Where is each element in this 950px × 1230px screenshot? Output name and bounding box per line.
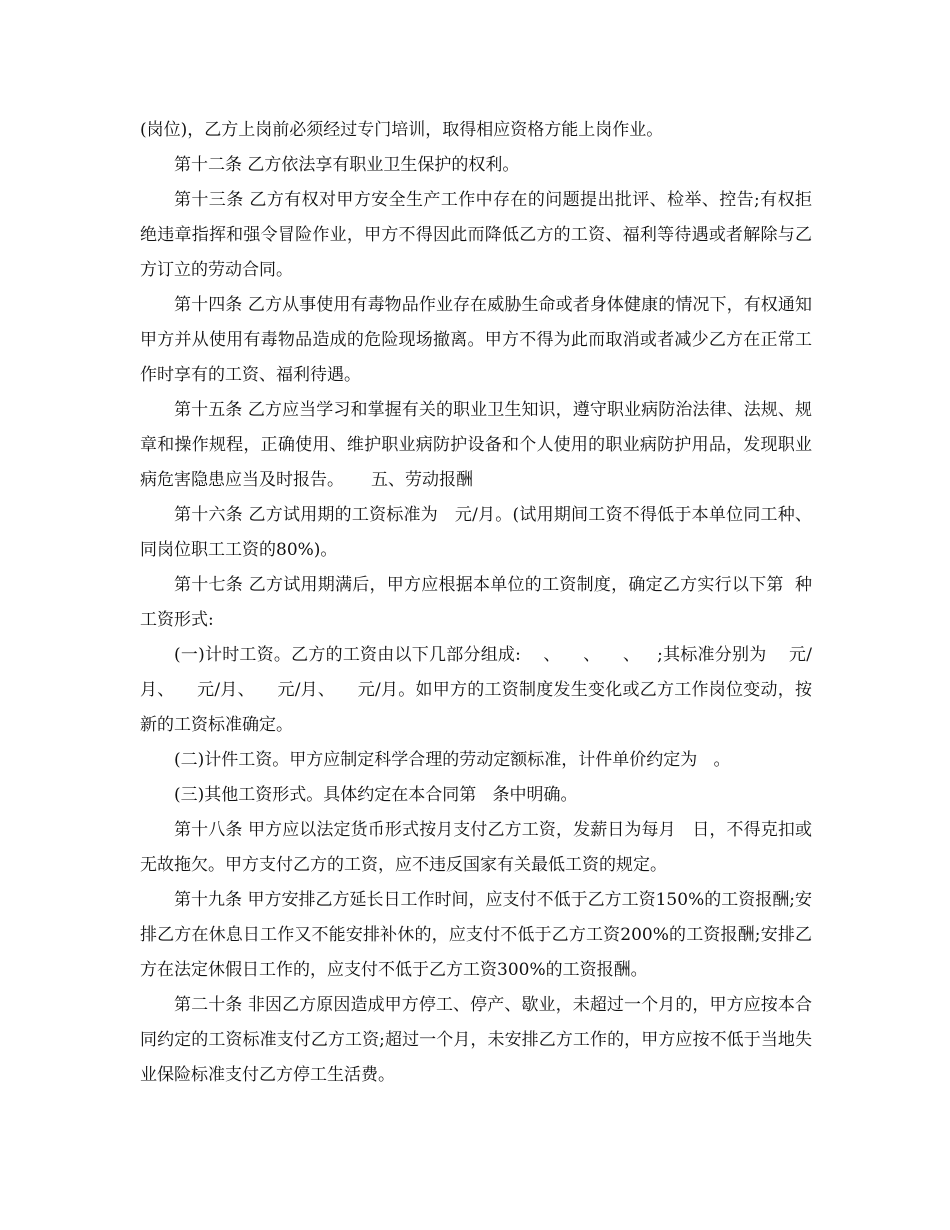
article-15: 第十五条 乙方应当学习和掌握有关的职业卫生知识，遵守职业病防治法律、法规、规章和操作规程，正确使用、维护职业病防护设备和个人使用的职业病防护用品，发现职业病危害隐患应当及时报告。 五、劳动报酬 <box>140 400 812 490</box>
article-13: 第十三条 乙方有权对甲方安全生产工作中存在的问题提出批评、检举、控告;有权拒绝违章指挥和强令冒险作业，甲方不得因此而降低乙方的工资、福利等待遇或者解除与乙方订立的劳动合同。 <box>140 190 812 280</box>
wage-form-piece: (二)计件工资。甲方应制定科学合理的劳动定额标准，计件单价约定为 。 <box>174 750 731 770</box>
article-12: 第十二条 乙方依法享有职业卫生保护的权利。 <box>174 155 520 175</box>
article-20: 第二十条 非因乙方原因造成甲方停工、停产、歇业，未超过一个月的，甲方应按本合同约定的工资标准支付乙方工资;超过一个月，未安排乙方工作的，甲方应按不低于当地失业保险标准支付乙方停工生活费。 <box>140 995 812 1085</box>
wage-form-time: (一)计时工资。乙方的工资由以下几部分组成: 、 、 、 ;其标准分别为 元/月、 元/月、 元/月、 元/月。如甲方的工资制度发生变化或乙方工作岗位变动，按新的工资标准确定。 <box>140 645 812 735</box>
wage-form-other: (三)其他工资形式。具体约定在本合同第 条中明确。 <box>174 785 578 805</box>
article-14: 第十四条 乙方从事使用有毒物品作业存在威胁生命或者身体健康的情况下，有权通知甲方并从使用有毒物品造成的危险现场撤离。甲方不得为此而取消或者减少乙方在正常工作时享有的工资、福利待遇。 <box>140 295 812 385</box>
article-17: 第十七条 乙方试用期满后，甲方应根据本单位的工资制度，确定乙方实行以下第 种工资形式: <box>140 575 812 630</box>
article-16: 第十六条 乙方试用期的工资标准为 元/月。(试用期间工资不得低于本单位同工种、同岗位职工工资的80%)。 <box>140 505 812 560</box>
document-page <box>140 113 812 1093</box>
paragraph-continuation: (岗位)，乙方上岗前必须经过专门培训，取得相应资格方能上岗作业。 <box>140 120 664 140</box>
article-18: 第十八条 甲方应以法定货币形式按月支付乙方工资，发薪日为每月 日，不得克扣或无故拖欠。甲方支付乙方的工资，应不违反国家有关最低工资的规定。 <box>140 820 812 875</box>
article-19: 第十九条 甲方安排乙方延长日工作时间，应支付不低于乙方工资150%的工资报酬;安排乙方在休息日工作又不能安排补休的，应支付不低于乙方工资200%的工资报酬;安排乙方在法定休假日工作的，应支付不低于乙方工资300%的工资报酬。 <box>140 890 812 980</box>
